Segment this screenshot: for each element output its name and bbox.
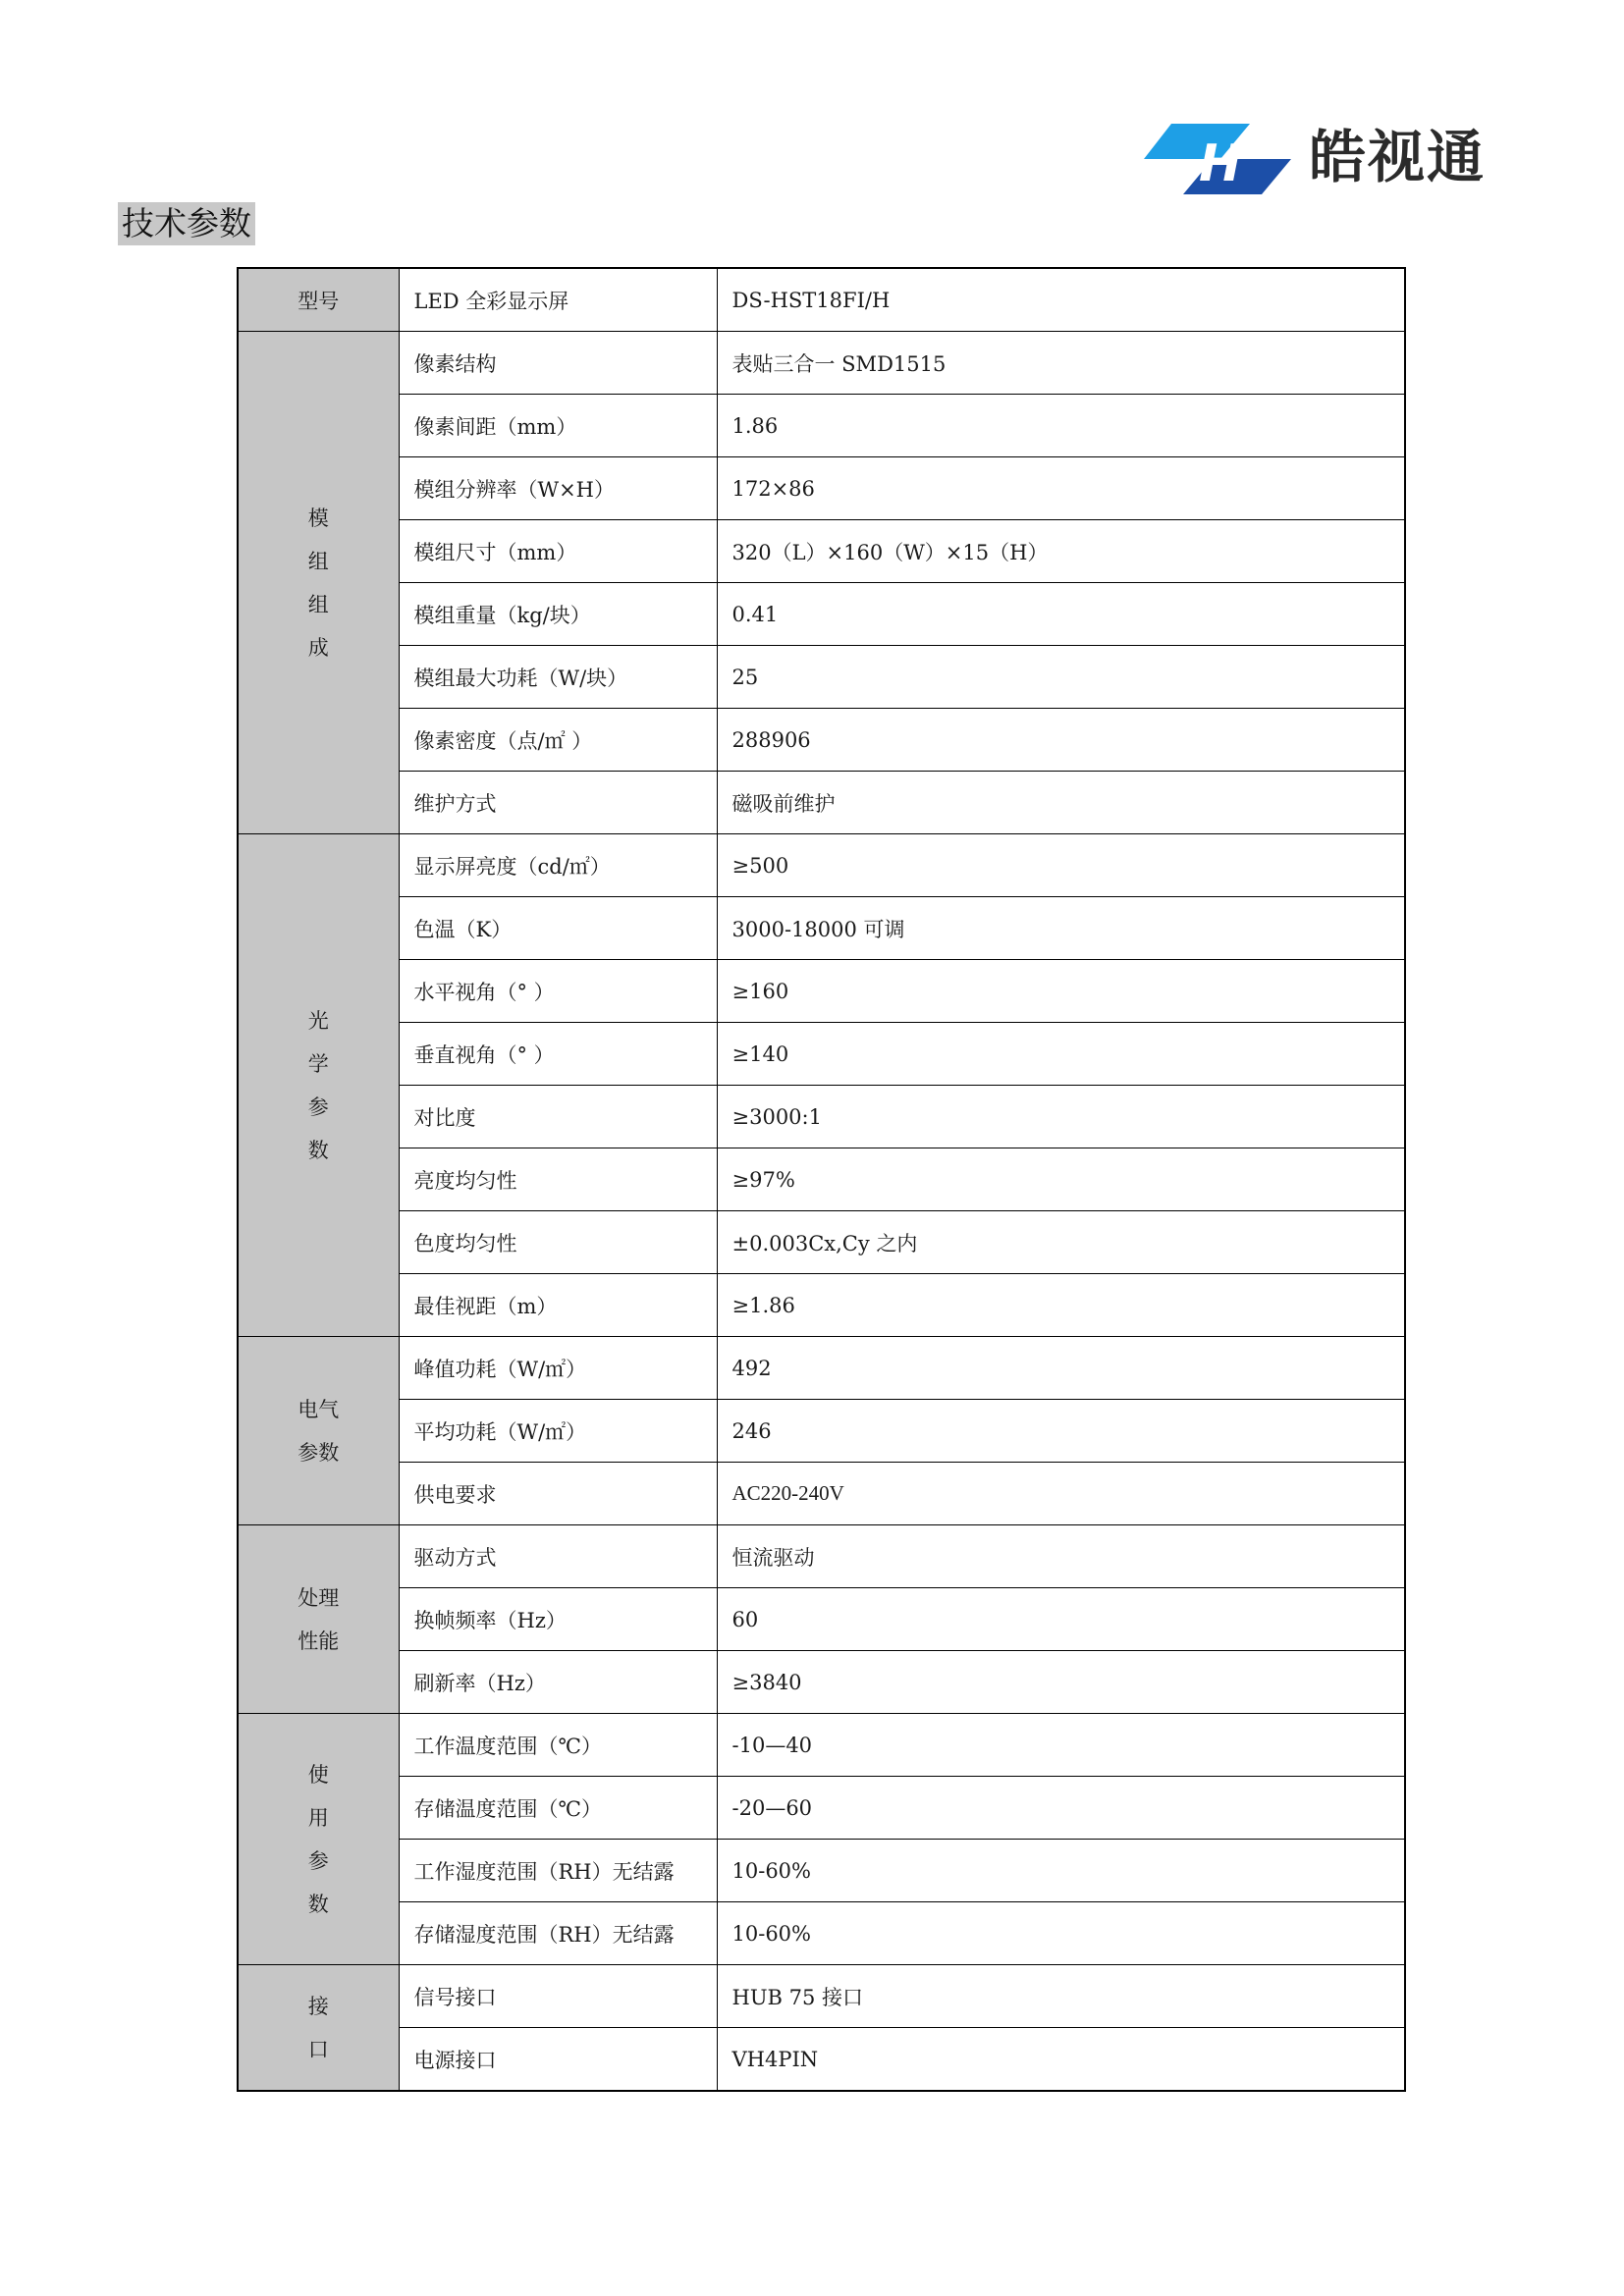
param-name: 模组最大功耗（W/块） xyxy=(399,646,717,709)
category-label: 电气 xyxy=(298,1397,340,1421)
param-value: 0.41 xyxy=(717,583,1405,646)
category-label: 性能 xyxy=(298,1629,340,1653)
param-name: 模组分辨率（W×H） xyxy=(399,457,717,520)
param-value: ≥160 xyxy=(717,960,1405,1023)
param-value: 磁吸前维护 xyxy=(717,772,1405,834)
section-title: 技术参数 xyxy=(118,202,255,245)
table-row xyxy=(238,960,1405,1023)
table-row xyxy=(238,1400,1405,1463)
svg-text:H: H xyxy=(1199,134,1242,193)
table-row xyxy=(238,332,1405,395)
category-cell xyxy=(238,834,399,1337)
category-label: 参 xyxy=(307,1095,329,1119)
category-label: 使 xyxy=(307,1762,329,1787)
table-row xyxy=(238,709,1405,772)
param-name: 亮度均匀性 xyxy=(399,1148,717,1211)
category-label: 成 xyxy=(307,635,329,660)
param-name: 电源接口 xyxy=(399,2028,717,2092)
table-row xyxy=(238,1588,1405,1651)
table-row xyxy=(238,457,1405,520)
param-value: 10-60% xyxy=(717,1902,1405,1965)
param-name: 色温（K） xyxy=(399,897,717,960)
param-value: ≥500 xyxy=(717,834,1405,897)
category-label: 口 xyxy=(307,2037,329,2061)
param-name: 工作湿度范围（RH）无结露 xyxy=(399,1840,717,1902)
category-label: 处理 xyxy=(298,1585,340,1610)
table-row xyxy=(238,1463,1405,1525)
table-row xyxy=(238,1714,1405,1777)
param-value: AC220-240V xyxy=(717,1463,1405,1525)
param-name: 存储湿度范围（RH）无结露 xyxy=(399,1902,717,1965)
table-row xyxy=(238,1274,1405,1337)
category-label: 数 xyxy=(307,1892,329,1916)
table-row xyxy=(238,1023,1405,1086)
table-row-model xyxy=(238,268,1405,332)
model-label: 型号 xyxy=(238,268,399,332)
param-name: 最佳视距（m） xyxy=(399,1274,717,1337)
param-value: ±0.003Cx,Cy 之内 xyxy=(717,1211,1405,1274)
table-row xyxy=(238,1148,1405,1211)
table-row xyxy=(238,897,1405,960)
param-name: 信号接口 xyxy=(399,1965,717,2028)
param-value: ≥97% xyxy=(717,1148,1405,1211)
category-cell xyxy=(238,1525,399,1714)
brand-name: 皓视通 xyxy=(1309,124,1487,190)
param-name: 模组尺寸（mm） xyxy=(399,520,717,583)
param-name: 像素密度（点/㎡ ） xyxy=(399,709,717,772)
param-value: 恒流驱动 xyxy=(717,1525,1405,1588)
param-name: 模组重量（kg/块） xyxy=(399,583,717,646)
param-name: 工作温度范围（℃） xyxy=(399,1714,717,1777)
table-row xyxy=(238,2028,1405,2092)
param-value: 288906 xyxy=(717,709,1405,772)
param-value: 172×86 xyxy=(717,457,1405,520)
spec-table-body xyxy=(238,268,1405,2091)
param-value: VH4PIN xyxy=(717,2028,1405,2092)
brand-logo xyxy=(1144,120,1517,198)
param-name: 水平视角（° ） xyxy=(399,960,717,1023)
table-row xyxy=(238,772,1405,834)
table-row xyxy=(238,1086,1405,1148)
param-name: 像素间距（mm） xyxy=(399,395,717,457)
param-value: 492 xyxy=(717,1337,1405,1400)
param-name: 供电要求 xyxy=(399,1463,717,1525)
category-cell xyxy=(238,1965,399,2092)
param-value: ≥140 xyxy=(717,1023,1405,1086)
table-row xyxy=(238,834,1405,897)
param-value: 10-60% xyxy=(717,1840,1405,1902)
category-label: 组 xyxy=(307,549,329,573)
param-value: ≥3000:1 xyxy=(717,1086,1405,1148)
param-name: 平均功耗（W/㎡） xyxy=(399,1400,717,1463)
table-row xyxy=(238,1651,1405,1714)
param-value: -10—40 xyxy=(717,1714,1405,1777)
table-row xyxy=(238,583,1405,646)
param-value: -20—60 xyxy=(717,1777,1405,1840)
param-name: 对比度 xyxy=(399,1086,717,1148)
param-value: 3000-18000 可调 xyxy=(717,897,1405,960)
param-name: 峰值功耗（W/㎡） xyxy=(399,1337,717,1400)
category-label: 用 xyxy=(307,1805,329,1830)
table-row xyxy=(238,1965,1405,2028)
param-value: 320（L）×160（W）×15（H） xyxy=(717,520,1405,583)
param-name: 像素结构 xyxy=(399,332,717,395)
param-name: 换帧频率（Hz） xyxy=(399,1588,717,1651)
table-row xyxy=(238,1902,1405,1965)
param-name: 存储温度范围（℃） xyxy=(399,1777,717,1840)
param-name: 显示屏亮度（cd/㎡） xyxy=(399,834,717,897)
category-label: 模 xyxy=(307,506,329,530)
category-cell xyxy=(238,1337,399,1525)
model-product-name: LED 全彩显示屏 xyxy=(399,268,717,332)
table-row xyxy=(238,1840,1405,1902)
table-row xyxy=(238,1211,1405,1274)
category-cell xyxy=(238,1714,399,1965)
table-row xyxy=(238,395,1405,457)
param-name: 色度均匀性 xyxy=(399,1211,717,1274)
param-name: 刷新率（Hz） xyxy=(399,1651,717,1714)
brand-logo-icon xyxy=(1144,124,1291,194)
table-row xyxy=(238,646,1405,709)
model-number: DS-HST18FI/H xyxy=(717,268,1405,332)
param-value: 246 xyxy=(717,1400,1405,1463)
table-row xyxy=(238,1337,1405,1400)
param-value: ≥1.86 xyxy=(717,1274,1405,1337)
param-name: 垂直视角（° ） xyxy=(399,1023,717,1086)
param-value: 60 xyxy=(717,1588,1405,1651)
spec-table xyxy=(237,267,1406,2092)
param-value: 表贴三合一 SMD1515 xyxy=(717,332,1405,395)
param-value: HUB 75 接口 xyxy=(717,1965,1405,2028)
table-row xyxy=(238,1777,1405,1840)
category-label: 数 xyxy=(307,1138,329,1162)
category-label: 学 xyxy=(307,1051,329,1076)
category-label: 光 xyxy=(307,1008,329,1033)
category-label: 组 xyxy=(307,592,329,616)
category-label: 接 xyxy=(307,1994,329,2018)
param-value: 25 xyxy=(717,646,1405,709)
table-row xyxy=(238,520,1405,583)
category-cell xyxy=(238,332,399,834)
param-name: 维护方式 xyxy=(399,772,717,834)
category-label: 参数 xyxy=(298,1440,340,1465)
table-row xyxy=(238,1525,1405,1588)
category-label: 参 xyxy=(307,1848,329,1873)
param-name: 驱动方式 xyxy=(399,1525,717,1588)
param-value: 1.86 xyxy=(717,395,1405,457)
param-value: ≥3840 xyxy=(717,1651,1405,1714)
